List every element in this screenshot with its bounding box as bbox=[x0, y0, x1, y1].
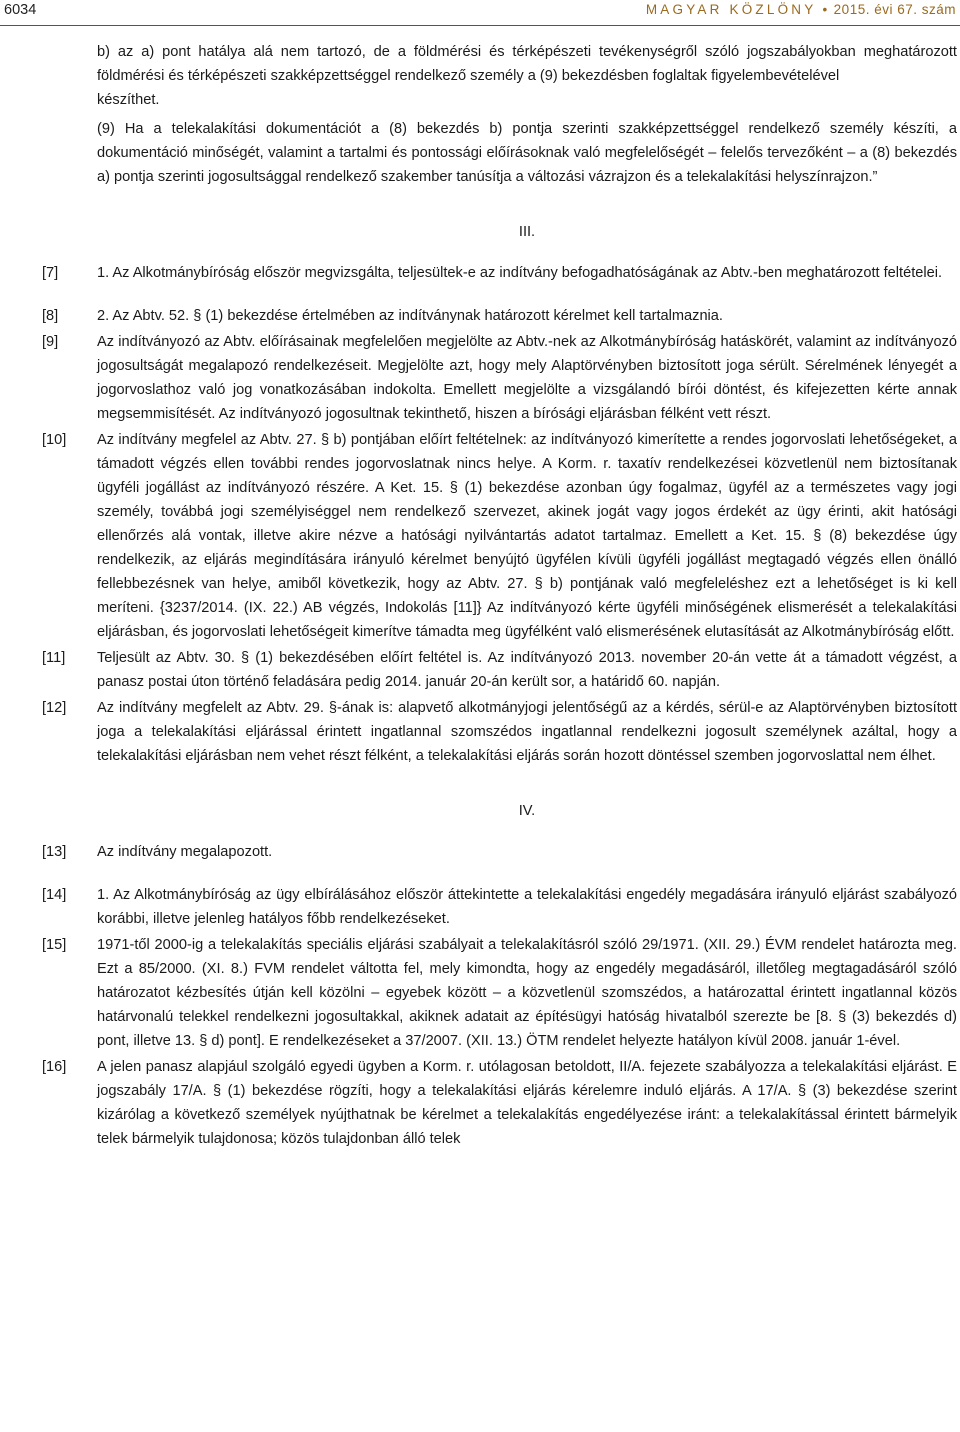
paragraph-number: [9] bbox=[42, 334, 59, 350]
paragraph-number: [15] bbox=[42, 937, 67, 953]
quoted-paragraph-b: b) az a) pont hatálya alá nem tartozó, de a földmérési és térképészeti tevékenységről szóló jogszabályokban meghatározott földmérési és térképészeti szakképzettséggel rendelkező személy a (9) bekezdésben foglaltak figyelembevételével bbox=[97, 44, 957, 84]
quoted-paragraph-b-end: készíthet. bbox=[97, 92, 160, 108]
paragraph-number: [8] bbox=[42, 308, 59, 324]
paragraph-number: [13] bbox=[42, 844, 67, 860]
paragraph-13 bbox=[0, 840, 960, 864]
paragraph-text: 1. Az Alkotmánybíróság az ügy elbírálásához először áttekintette a telekalakítási engedély megadására irányuló eljárást szabályozó korábbi, illetve jelenleg hatályos főbb rendelkezéseket. bbox=[97, 887, 957, 927]
paragraph-text: 1. Az Alkotmánybíróság először megvizsgálta, teljesültek-e az indítvány befogadhatóságának az Abtv.-ben meghatározott feltételei. bbox=[97, 265, 943, 281]
paragraph-text: Az indítványozó az Abtv. előírásainak megfelelően megjelölte az Abtv.-nek az Alkotmánybíróság hatáskörét, valamint az indítványozó jogosultságát megalapozó rendelkezéseit. Megjelölte azt, hogy mely Alaptörvényben biztosított joga sérült. Sérelmének lényegét a jogorvoslathoz való jog vonatkozásában indokolta. Emellett megjelölte a vizsgálandó bírói döntést, és kifejezetten kérte annak megsemmisítését. Az indítványozó jogosultnak tekinthető, hiszen a bírósági eljárásban félként vett részt. bbox=[97, 334, 957, 422]
document-body bbox=[0, 40, 960, 1151]
paragraph-text: 2. Az Abtv. 52. § (1) bekezdése értelmében az indítványnak határozott kérelmet kell tartalmaznia. bbox=[97, 308, 723, 324]
paragraph-16 bbox=[0, 1055, 960, 1151]
section-heading-iv: IV. bbox=[518, 803, 536, 819]
paragraph-10 bbox=[0, 428, 960, 644]
running-head bbox=[646, 2, 956, 17]
section-heading-iii: III. bbox=[518, 224, 536, 240]
paragraph-text: Az indítvány megalapozott. bbox=[97, 844, 273, 860]
paragraph-number: [7] bbox=[42, 265, 59, 281]
paragraph-number: [12] bbox=[42, 700, 67, 716]
paragraph-text: Teljesült az Abtv. 30. § (1) bekezdésében előírt feltétel is. Az indítványozó 2013. november 20-án vette át a támadott végzést, a panasz postai úton történő feladására pedig 2014. január 20-án került sor, a határidő 60. napján. bbox=[97, 650, 957, 690]
paragraph-number: [11] bbox=[42, 650, 66, 666]
paragraph-text: Az indítvány megfelel az Abtv. 27. § b) pontjában előírt feltételnek: az indítványozó kimerítette a rendes jogorvoslati lehetőségeket, a támadott végzés ellen további rendes jogorvoslatnak nincs helye. A Korm. r. taxatív rendelkezései közvetlenül nem biztosítanak ügyféli jogállást az indítványozó részére. A Ket. 15. § (1) bekezdése azonban úgy fogalmaz, ügyfél az a természetes vagy jogi személy, továbbá jogi személyiséggel nem rendelkező szervezet, akinek jogát vagy jogos érdekét az ügy érinti, akit hatósági ellenőrzés alá vontak, illetve akire nézve a hatósági nyilvántartás adatot tartalmaz. Emellett a Ket. 15. § (8) bekezdése úgy rendelkezik, az eljárás megindítására irányuló kérelmet benyújtó ügyfélen kívüli ügyféli jogállást megtagadó végzés ellen önálló fellebbezésnek van helye, amiből következik, hogy az Abtv. 27. § b) pontjának való megfeleléshez ezt a lehetőséget is ki kell meríteni. {3237/2014. (IX. 22.) AB végzés, Indokolás [11]} Az indítványozó kérte ügyféli minőségének elismerését a telekalakítási eljárásban, és jogorvoslati lehetőségeit kimerítve támadta meg ügyfélként való elismerésének elutasítását az Alkotmánybíróság előtt. bbox=[97, 432, 957, 640]
page-header bbox=[0, 0, 960, 30]
paragraph-15 bbox=[0, 933, 960, 1053]
paragraph-number: [16] bbox=[42, 1059, 67, 1075]
paragraph-14 bbox=[0, 883, 960, 931]
paragraph-12 bbox=[0, 696, 960, 768]
page-number: 6034 bbox=[4, 2, 37, 18]
publication-title: MAGYAR KÖZLÖNY bbox=[645, 2, 817, 17]
paragraph-9 bbox=[0, 330, 960, 426]
paragraph-text: Az indítvány megfelelt az Abtv. 29. §-ának is: alapvető alkotmányjogi jelentőségű az a kérdés, sérül-e az Alaptörvényben biztosított joga a telekalakítási eljárással érintett ingatlannal szomszédos ingatlannal rendelkezni jogosult személynek azáltal, hogy a telekalakítási eljárásban nem vehet részt félként, a telekalakítási eljárás során hozott döntéssel szemben jogorvoslattal nem élhet. bbox=[97, 700, 957, 764]
quoted-paragraph-9: (9) Ha a telekalakítási dokumentációt a (8) bekezdés b) pontja szerinti szakképzettséggel rendelkező személy készíti, a dokumentáció minőségét, valamint a tartalmi és pontossági előírásoknak való megfelelőségét – felelős tervezőként – a (8) bekezdés a) pontja szerinti jogosultsággal rendelkező szakember tanúsítja a változási vázrajzon és a telekalakítási helyszínrajzon.” bbox=[97, 121, 957, 185]
paragraph-8 bbox=[0, 304, 960, 328]
paragraph-text: A jelen panasz alapjául szolgáló egyedi ügyben a Korm. r. utólagosan betoldott, II/A. fejezete szabályozza a telekalakítási eljárást. E jogszabály 17/A. § (1) bekezdése rögzíti, hogy a telekalakítási eljárás kérelemre induló eljárás. A 17/A. § (3) bekezdése szerint kizárólag a következő személyek nyújthatnak be kérelmet a telekalakítás engedélyezése iránt: a telekalakítással érintett bármelyik telek bármelyik tulajdonosa; közös tulajdonban álló telek bbox=[97, 1059, 957, 1147]
issue-number: 2015. évi 67. szám bbox=[833, 2, 956, 17]
paragraph-7 bbox=[0, 261, 960, 285]
paragraph-11 bbox=[0, 646, 960, 694]
paragraph-number: [14] bbox=[42, 887, 67, 903]
bullet-separator: • bbox=[822, 2, 828, 17]
paragraph-number: [10] bbox=[42, 432, 67, 448]
header-rule bbox=[0, 25, 960, 26]
paragraph-text: 1971-től 2000-ig a telekalakítás speciális eljárási szabályait a telekalakításról szóló 29/1971. (XII. 29.) ÉVM rendelet határozta meg. Ezt a 85/2000. (XI. 8.) FVM rendelet váltotta fel, mely kimondta, hogy az engedély megadásáról, illetőleg megtagadásáról szóló határozatot kézbesítés útján kell közölni – egyebek között – a közvetlenül szomszédos, a határozattal érintett ingatlannal közös határvonalú telekkel rendelkezni jogosultakkal, akiknek adatait az építésügyi hatóság hivatalból szerezte be [8. § (3) bekezdés d) pont, illetve 13. § d) pont]. E rendelkezéseket a 37/2007. (XII. 13.) ÖTM rendelet helyezte hatályon kívül 2008. január 1-ével. bbox=[97, 937, 957, 1049]
